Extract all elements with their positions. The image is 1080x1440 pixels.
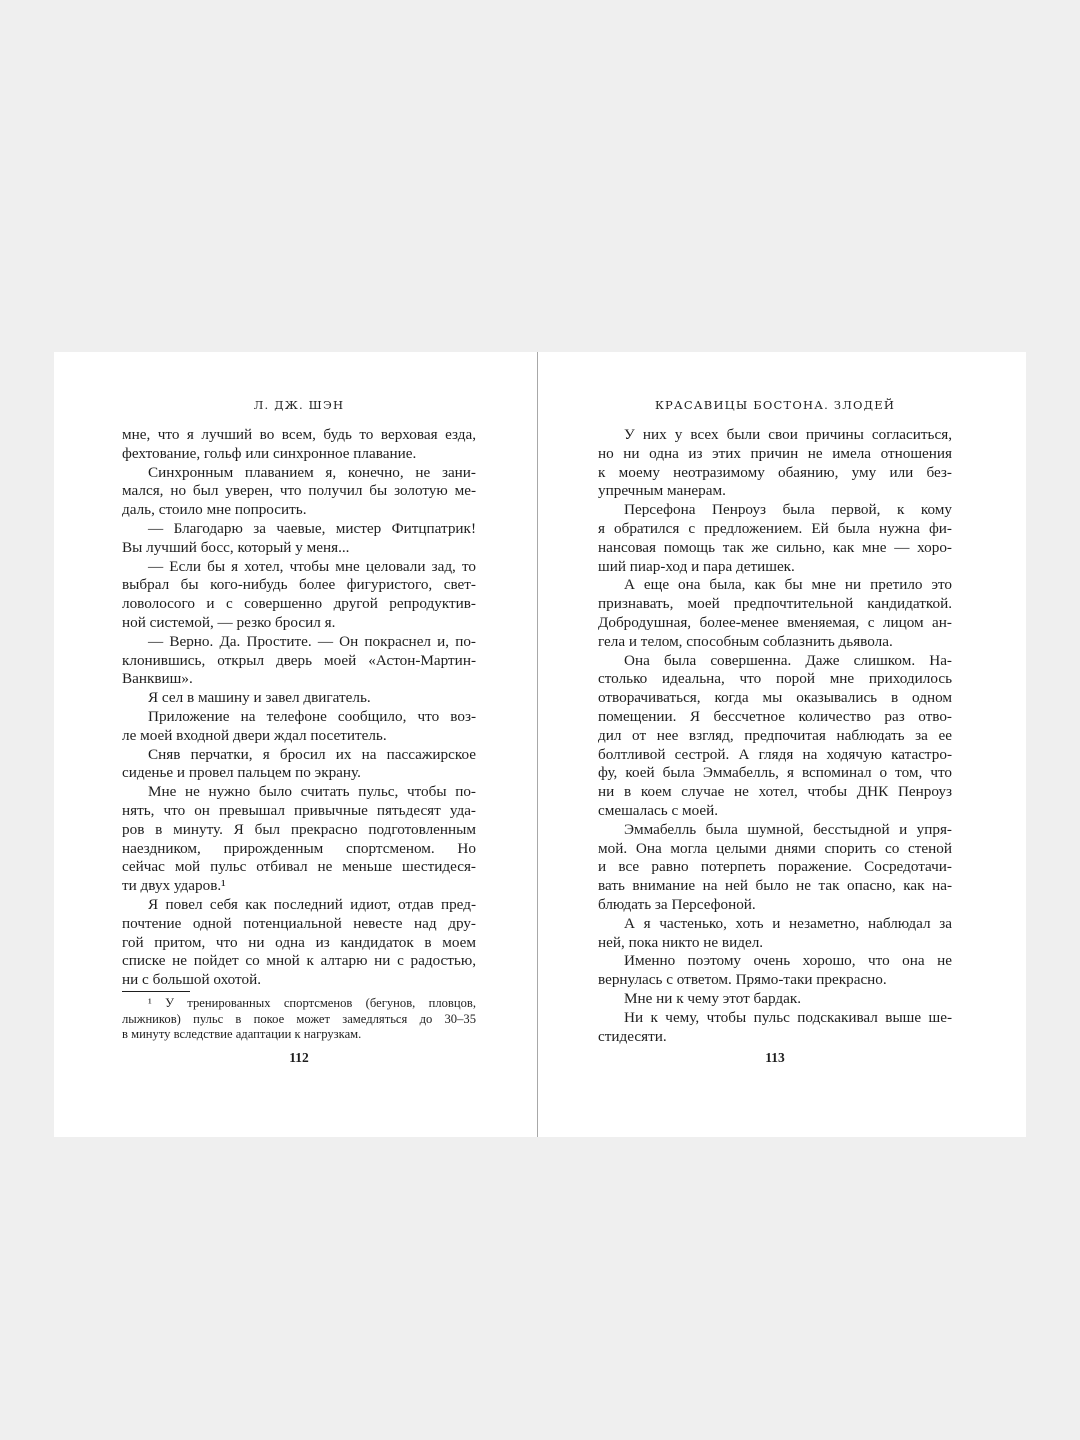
text-line: мался, но был уверен, что получил бы золотую ме- [122,482,476,500]
right-page-body [598,426,952,1046]
text-line: Она была совершенна. Даже слишком. На- [624,651,952,669]
text-line: признавать, моей предпочтительной кандидаткой. [598,595,952,613]
text-line: списке не пойдет со мной к алтарю ни с радостью, [122,952,476,970]
text-line: Эммабелль была шумной, бесстыдной и упря- [624,820,952,838]
page-number: 113 [765,1050,785,1065]
text-line: Ни к чему, чтобы пульс подскакивал выше ше- [624,1008,952,1026]
text-line: гой притом, что ни одна из кандидаток в моем [122,933,476,951]
text-line: ле моей входной двери ждал посетитель. [122,726,387,744]
text-line: А еще она была, как бы мне ни претило это [624,576,952,594]
text-line: помещении. Я бессчетное количество раз отво- [598,707,952,725]
text-line: гела и телом, способным соблазнить дьявола. [598,632,893,650]
footnote [122,996,476,1043]
text-line: ней, пока никто не видел. [598,933,764,951]
text-line: столько идеальна, что порой мне приходилось [598,670,952,688]
text-line: Я повел себя как последний идиот, отдав пред- [148,895,476,913]
right-page [598,352,952,1137]
text-line: Мне ни к чему этот бардак. [624,989,802,1007]
text-line: ни в коем случае не хотел, чтобы ДНК Пенроуз [598,783,952,801]
text-line: Именно поэтому очень хорошо, что она не [624,952,952,970]
text-line: выбрал бы кого-нибудь более фигуристого, свет- [122,576,476,594]
text-line: наездником, прирожденным спортсменом. Но [122,839,476,857]
text-line: Мне не нужно было считать пульс, чтобы по- [148,783,476,801]
text-line: ров в минуту. Я был прекрасно подготовленным [122,820,476,838]
text-line: А я частенько, хоть и незаметно, наблюдал за [624,914,952,932]
text-line: фехтование, гольф или синхронное плавание. [122,444,417,462]
text-line: почтение одной потенциальной невесте над дру- [122,914,476,932]
text-line: мой. Она могла целыми днями спорить со стеной [598,839,952,857]
text-line: но ни одна из этих причин не имела отношения [598,444,952,462]
footnote-line: в минуту вследствие адаптации к нагрузкам. [122,1027,362,1041]
text-line: отворачиваться, когда мы оказывались в одном [598,689,952,707]
page-number: 112 [289,1050,309,1065]
text-line: болтливой сестрой. А глядя на ходячую катастро- [598,745,952,763]
text-line: стидесяти. [598,1027,667,1045]
text-line: — Благодарю за чаевые, мистер Фитцпатрик! [148,519,476,537]
footnote-rule [122,991,190,992]
text-line: нять, что он превышал привычные пятьдесят уда- [122,801,476,819]
text-line: — Верно. Да. Простите. — Он покраснел и, по- [148,632,476,650]
footnote-line: ¹ У тренированных спортсменов (бегунов, пловцов, [148,996,476,1010]
text-line: даль, стоило мне попросить. [122,501,307,519]
running-head-author: Л. ДЖ. ШЭН [253,398,345,412]
text-line: вернулась с ответом. Прямо-таки прекрасно. [598,971,887,989]
text-line: У них у всех были свои причины согласиться, [624,426,952,443]
running-head-title: КРАСАВИЦЫ БОСТОНА. ЗЛОДЕЙ [654,398,896,412]
text-line: и все равно потерпеть поражение. Сосредотачи- [598,858,952,876]
left-page-body [122,426,476,990]
text-line: клонившись, открыл дверь моей «Астон-Мартин- [122,651,476,669]
text-line: ной системой, — резко бросил я. [122,613,336,631]
footnote-line: лыжников) пульс в покое может замедляться до 30–35 [122,1011,476,1026]
text-line: мне, что я лучший во всем, будь то верховая езда, [122,426,476,443]
text-line: сиденье и провел пальцем по экрану. [122,764,361,782]
text-line: ший пиар-ход и пара детишек. [598,557,795,575]
text-line: Ванквиш». [122,670,193,688]
text-line: дил от нее взгляд, предпочитая наблюдать за ее [598,726,952,744]
text-line: ни с большой охотой. [122,971,262,989]
text-line: блюдать за Персефоной. [598,895,756,913]
text-line: Сняв перчатки, я бросил их на пассажирское [148,745,476,763]
left-page [122,352,476,1137]
text-line: упречным манерам. [598,482,726,500]
text-line: Вы лучший босс, который у меня... [122,538,350,556]
text-line: к моему неотразимому обаянию, уму или без- [598,463,952,481]
book-spread [54,352,1026,1137]
text-line: я обратился с предложением. Ей была нужна фи- [598,519,952,537]
text-line: вать внимание на ней было не так опасно, как на- [598,877,952,895]
text-line: — Если бы я хотел, чтобы мне целовали зад, то [148,557,476,575]
text-line: Персефона Пенроуз была первой, к кому [624,501,952,519]
text-line: нансовая помощь так же сильно, как мне — хоро- [598,538,952,556]
text-line: Добродушная, более-менее вменяемая, с лицом ан- [598,613,952,631]
text-line: сейчас мой пульс отбивал не меньше шестидеся- [122,858,476,876]
text-line: ти двух ударов.¹ [122,877,226,895]
text-line: Приложение на телефоне сообщило, что воз- [148,707,476,725]
book-gutter [537,352,538,1137]
text-line: смешалась с моей. [598,801,719,819]
text-line: Я сел в машину и завел двигатель. [148,689,371,707]
text-line: фу, коей была Эммабелль, я вспоминал о том, что [598,764,952,782]
text-line: ловолосого и с совершенно другой репродуктив- [122,595,476,613]
text-line: Синхронным плаванием я, конечно, не зани- [148,463,476,481]
